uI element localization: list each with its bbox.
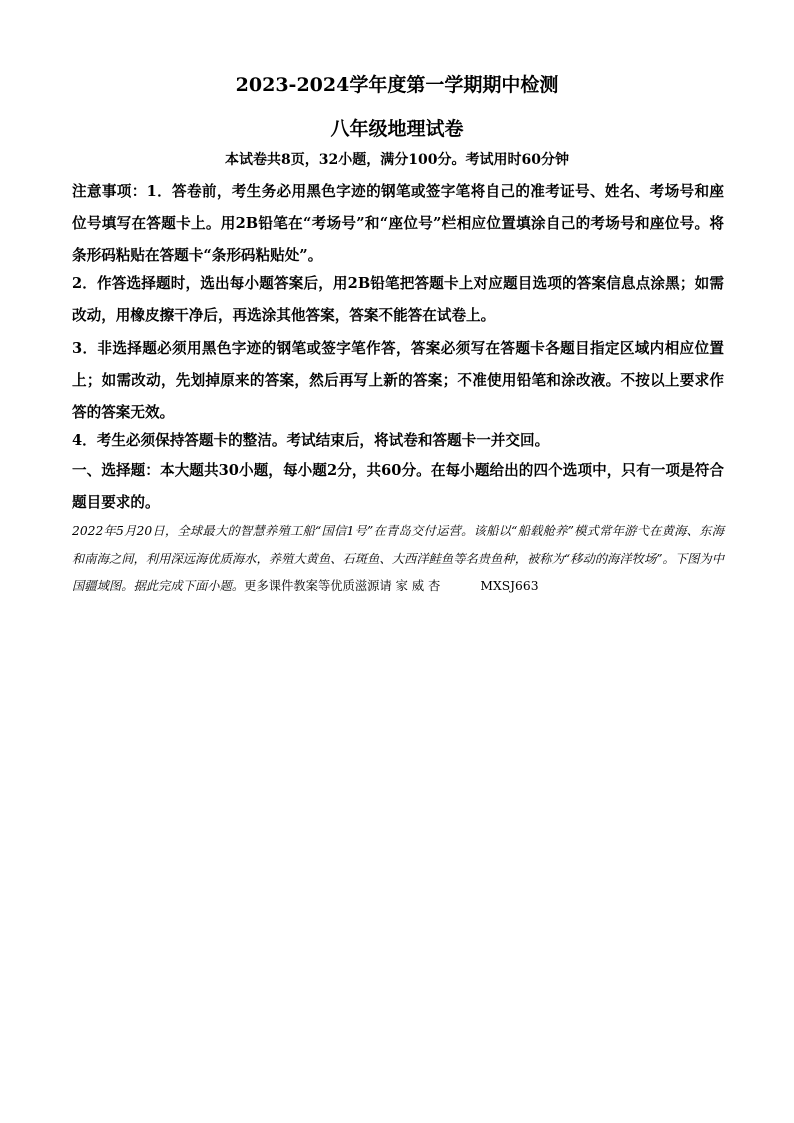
exam-title: 2023-2024学年度第一学期期中检测 [235, 74, 559, 96]
question-material [72, 518, 724, 601]
watermark-code: MXSJ663 [480, 579, 539, 593]
watermark-text: 更多课件教案等优质滋源请 家 威 杏 [244, 579, 441, 593]
section-1-heading: 一、选择题：本大题共30小题，每小题2分，共60分。在每小题给出的四个选项中，只有一项是符合题目要求的。 [72, 462, 724, 511]
exam-subtitle: 八年级地理试卷 [330, 118, 464, 140]
rule-4-paragraph: 4．考生必须保持答题卡的整洁。考试结束后，将试卷和答题卡一并交回。 [72, 432, 550, 449]
exam-info-line: 本试卷共8页，32小题，满分100分。考试用时60分钟 [225, 152, 569, 168]
material-text: 2022年5月20日，全球最大的智慧养殖工船“国信1号”在青岛交付运营。该船以“船载舱养”模式常年游弋在黄海、东海和南海之间，利用深远海优质海水，养殖大黄鱼、石斑鱼、大西洋鲑鱼等名贵鱼种，被称为“移动的海洋牧场”。下图为中国疆域图。据此完成下面小题。 [72, 524, 725, 593]
rule-3-paragraph: 3．非选择题必须用黑色字迹的钢笔或签字笔作答，答案必须写在答题卡各题目指定区域内相应位置上；如需改动，先划掉原来的答案，然后再写上新的答案；不准使用铅笔和涂改液。不按以上要求作答的答案无效。 [72, 340, 724, 421]
rule-2-paragraph: 2．作答选择题时，选出每小题答案后，用2B铅笔把答题卡上对应题目选项的答案信息点涂黑；如需改动，用橡皮擦干净后，再选涂其他答案，答案不能答在试卷上。 [72, 275, 724, 324]
notice-paragraph: 注意事项：1．答卷前，考生务必用黑色字迹的钢笔或签字笔将自己的准考证号、姓名、考场号和座位号填写在答题卡上。用2B铅笔在“考场号”和“座位号”栏相应位置填涂自己的考场号和座位号。将条形码粘贴在答题卡“条形码粘贴处”。 [72, 183, 724, 264]
